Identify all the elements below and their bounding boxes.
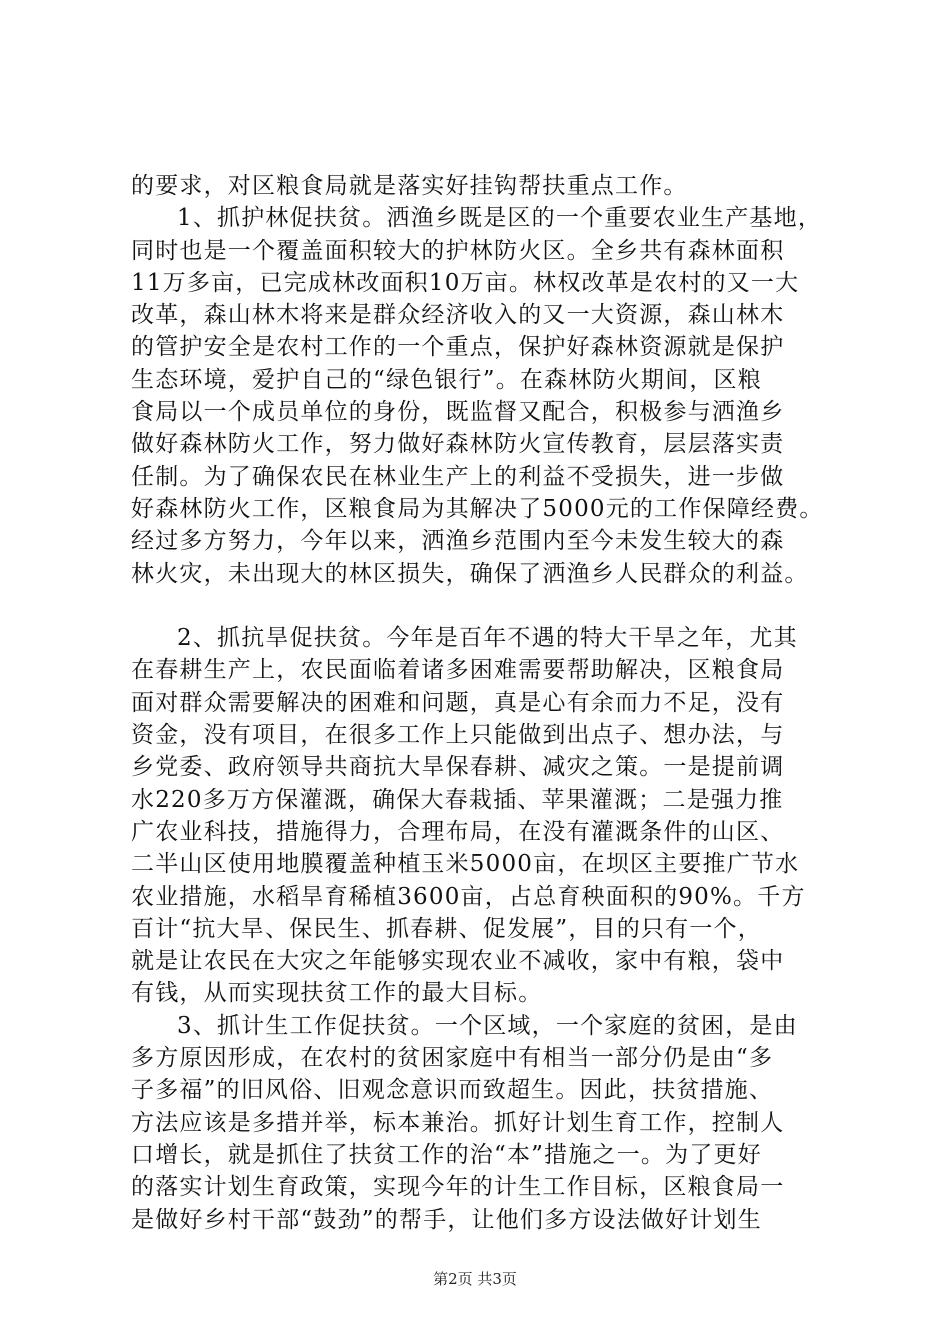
- text-line: 的落实计划生育政策，实现今年的计生工作目标，区粮食局一: [131, 1174, 785, 1201]
- body-text: [131, 170, 831, 1236]
- text-line: 有钱，从而实现扶贫工作的最大目标。: [131, 980, 543, 1007]
- text-line: 广农业科技，措施得力，合理布局，在没有灌溉条件的山区、: [131, 818, 785, 845]
- paragraph-3-start: 3、抓计生工作促扶贫。一个区域，一个家庭的贫困，是由: [177, 1012, 798, 1039]
- text-line: 农业措施，水稻旱育稀植3600亩，占总育秧面积的90%。千方: [131, 883, 806, 910]
- text-line: 同时也是一个覆盖面积较大的护林防火区。全乡共有森林面积: [131, 237, 785, 264]
- text-line: 就是让农民在大灾之年能够实现农业不减收，家中有粮，袋中: [131, 948, 785, 975]
- text-line: 经过多方努力，今年以来，洒渔乡范围内至今未发生较大的森: [131, 528, 785, 555]
- text-line: 做好森林防火工作，努力做好森林防火宣传教育，层层落实责: [131, 431, 785, 458]
- text-line: 11万多亩，已完成林改面积10万亩。林权改革是农村的又一大: [131, 269, 800, 296]
- text-line: 的管护安全是农村工作的一个重点，保护好森林资源就是保护: [131, 334, 785, 361]
- text-line: 二半山区使用地膜覆盖种植玉米5000亩，在坝区主要推广节水: [131, 851, 800, 878]
- text-line: 水220多万方保灌溉，确保大春栽插、苹果灌溉；二是强力推: [131, 786, 784, 813]
- text-line: 口增长，就是抓住了扶贫工作的治“本”措施之一。为了更好: [131, 1141, 762, 1168]
- text-line: 面对群众需要解决的困难和问题，真是心有余而力不足，没有: [131, 689, 785, 716]
- text-line: 林火灾，未出现大的林区损失，确保了洒渔乡人民群众的利益。: [131, 560, 809, 587]
- text-line: 好森林防火工作，区粮食局为其解决了5000元的工作保障经费。: [131, 495, 824, 522]
- text-line: 百计“抗大旱、保民生、抓春耕、促发展”，目的只有一个，: [131, 915, 762, 942]
- text-line: 乡党委、政府领导共商抗大旱保春耕、减灾之策。一是提前调: [131, 754, 785, 781]
- text-line: 食局以一个成员单位的身份，既监督又配合，积极参与洒渔乡: [131, 399, 785, 426]
- text-line: 多方原因形成，在农村的贫困家庭中有相当一部分仍是由“多: [131, 1045, 774, 1072]
- text-line: 子多福”的旧风俗、旧观念意识而致超生。因此，扶贫措施、: [131, 1077, 774, 1104]
- paragraph-2-start: 2、抓抗旱促扶贫。今年是百年不遇的特大干旱之年，尤其: [177, 625, 798, 652]
- blank-line: [131, 590, 831, 622]
- text-line: 生态环境，爱护自己的“绿色银行”。在森林防火期间，区粮: [131, 366, 762, 393]
- text-line: 方法应该是多措并举，标本兼治。抓好计划生育工作，控制人: [131, 1109, 785, 1136]
- text-line: 的要求，对区粮食局就是落实好挂钩帮扶重点工作。: [131, 173, 688, 199]
- page-number-footer: 第2页 共3页: [433, 1270, 517, 1288]
- text-line: 资金，没有项目，在很多工作上只能做到出点子、想办法，与: [131, 722, 785, 749]
- text-line: 是做好乡村干部“鼓劲”的帮手，让他们多方设法做好计划生: [131, 1206, 762, 1233]
- text-line: 任制。为了确保农民在林业生产上的利益不受损失，进一步做: [131, 463, 785, 490]
- text-line: 在春耕生产上，农民面临着诸多困难需要帮助解决，区粮食局: [131, 657, 785, 684]
- paragraph-1-start: 1、抓护林促扶贫。洒渔乡既是区的一个重要农业生产基地，: [177, 205, 823, 232]
- text-line: 改革，森山林木将来是群众经济收入的又一大资源，森山林木: [131, 302, 785, 329]
